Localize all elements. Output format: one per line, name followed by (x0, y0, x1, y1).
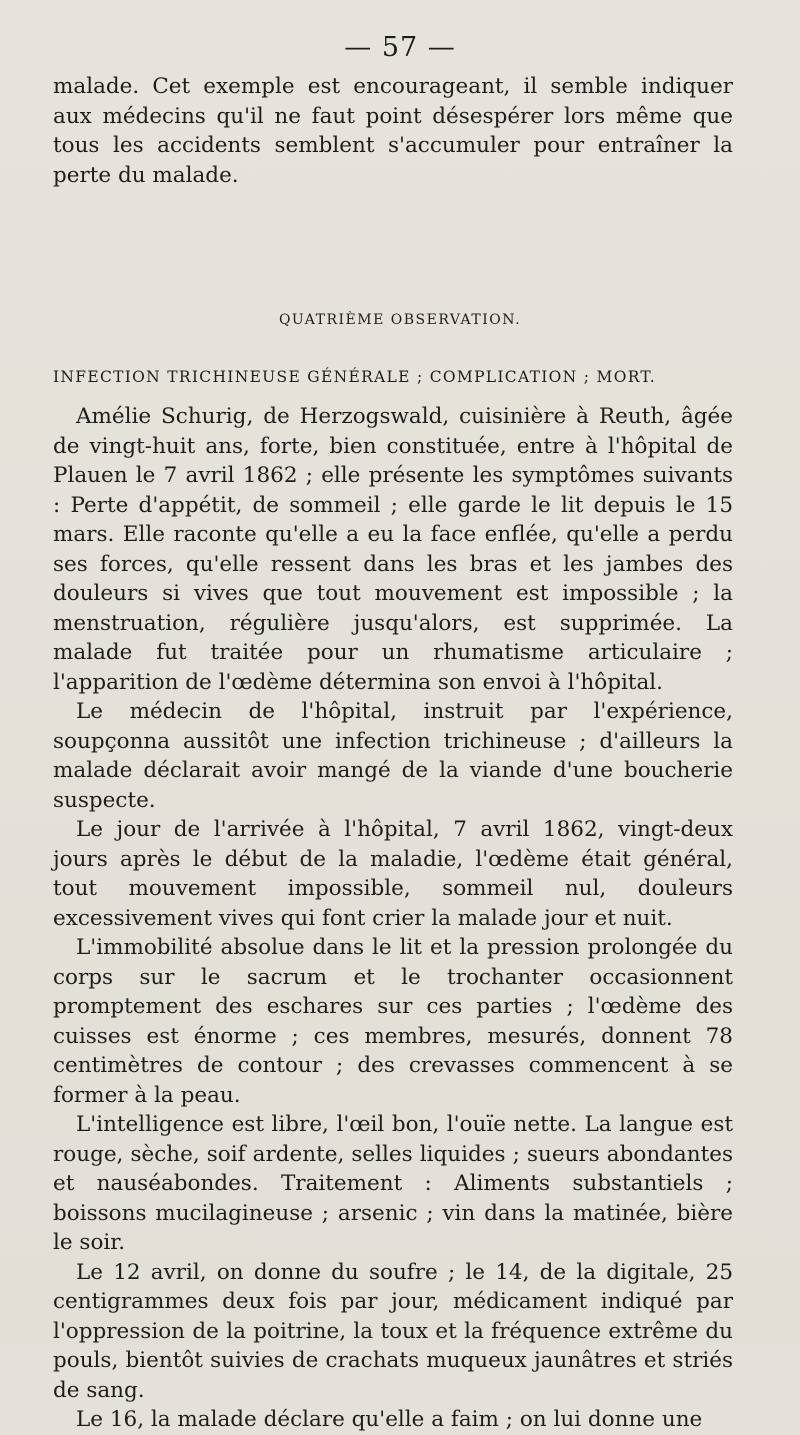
paragraph: L'immobilité absolue dans le lit et la pression prolongée du corps sur le sacrum et le trochanter occasionnent promptement des eschares sur ces parties ; l'œdème des cuisses est énorme ; ces membres, mesurés, donnent 78 centimètres de contour ; des crevasses commencent à se former à la peau. (53, 935, 733, 1108)
section-label: QUATRIÈME OBSERVATION. (278, 312, 522, 328)
paragraph: L'intelligence est libre, l'œil bon, l'ouïe nette. La langue est rouge, sèche, soif ardente, selles liquides ; sueurs abondantes et nauséabondes. Traitement : Aliments substantiels ; boissons mucilagineuse ; arsenic ; vin dans la matinée, bière le soir. (53, 1112, 733, 1255)
paragraph: Amélie Schurig, de Herzogswald, cuisinière à Reuth, âgée de vingt-huit ans, forte, bien constituée, entre à l'hôpital de Plauen le 7 avril 1862 ; elle présente les symptômes suivants : Perte d'appétit, de sommeil ; elle garde le lit depuis le 15 mars. Elle raconte qu'elle a eu la face enflée, qu'elle a perdu ses forces, qu'elle ressent dans les bras et les jambes des douleurs si vives que tout mouvement est impossible ; la menstruation, régulière jusqu'alors, est supprimée. La malade fut traitée pour un rhumatisme articulaire ; l'apparition de l'œdème détermina son envoi à l'hôpital. (53, 404, 733, 695)
page-number: — 57 — (344, 32, 456, 63)
observation-body (53, 402, 733, 1435)
paragraph: Le 12 avril, on donne du soufre ; le 14, de la digitale, 25 centigrammes deux fois par jour, médicament indiqué par l'oppression de la poitrine, la toux et la fréquence extrême du pouls, bientôt suivies de crachats muqueux jaunâtres et striés de sang. (53, 1259, 733, 1403)
continuation-paragraph: malade. Cet exemple est encourageant, il semble indiquer aux médecins qu'il ne faut point désespérer lors même que tous les accidents semblent s'accumuler pour entraîner la perte du malade. (53, 74, 733, 188)
paragraph: Le 16, la malade déclare qu'elle a faim ; on lui donne une (76, 1407, 703, 1432)
case-title: INFECTION TRICHINEUSE GÉNÉRALE ; COMPLICATION ; MORT. (53, 368, 656, 386)
paragraph: Le médecin de l'hôpital, instruit par l'expérience, soupçonna aussitôt une infection trichineuse ; d'ailleurs la malade déclarait avoir mangé de la viande d'une boucherie suspecte. (53, 699, 733, 813)
paragraph: Le jour de l'arrivée à l'hôpital, 7 avril 1862, vingt-deux jours après le début de la maladie, l'œdème était général, tout mouvement impossible, sommeil nul, douleurs excessivement vives qui font crier la malade jour et nuit. (53, 817, 733, 931)
